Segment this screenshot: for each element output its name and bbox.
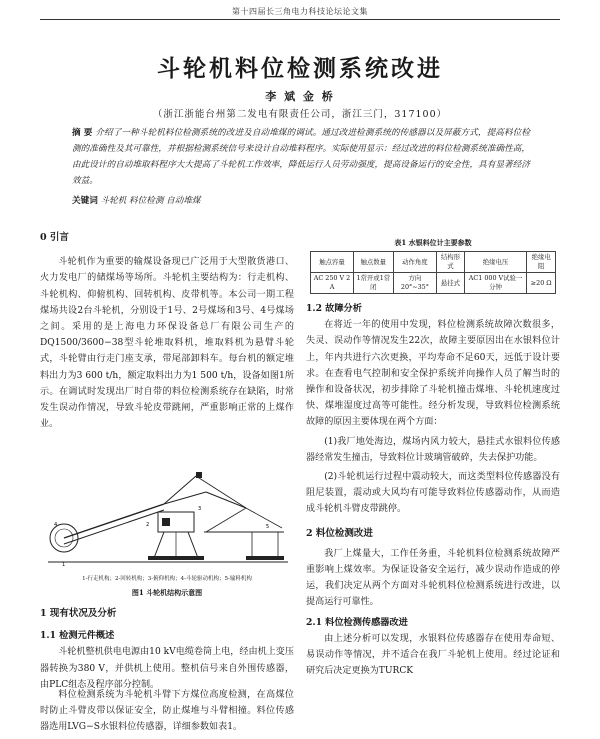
table-header-cell: 动作角度 [393,252,437,273]
section-1-2-paragraph-1: 在将近一年的使用中发现，料位检测系统故障次数很多，失灵、误动作等情况发生22次，故障主要原因出在水银料位计上，年内共进行六次更换，平均寿命不足60天，远低于设计要求。在查看电气控制和安全保护系统并向操作人员了解当时的操作和设备状况，初步排除了斗轮机撞击煤堆、斗轮机速度过快、煤堆湿度过高等可能性。经分析发现，导致料位检测系统故障的原因主要体现在两个方面： [306,320,560,428]
table-cell: AC 250 V 2 A [311,273,354,294]
section-2-1-heading: 2.1 料位检测传感器改进 [306,616,408,628]
section-1-heading: 1 现有状况及分析 [40,608,117,619]
table-header-cell: 结构形式 [437,252,464,273]
header-rule [40,19,560,20]
left-column-tail [40,687,294,736]
section-2-1-paragraph: 由上述分析可以发现，水银料位传感器存在使用寿命短、易误动作等情况，并不适合在我厂斗轮机上使用。经过论证和研究后决定更换为TURCK [306,633,560,677]
svg-text:4: 4 [54,522,58,528]
table-cell: 悬挂式 [437,273,464,294]
section-1-1-heading: 1.1 检测元件概述 [40,630,115,642]
figure-1 [46,468,290,568]
abstract-text: 介绍了一种斗轮机料位检测系统的改进及自动堆煤的调试。通过改进检测系统的传感器以及屏蔽方式，提高料位检测的准确性及其可靠性，并根据检测系统信号来设计自动堆料程序。实际使用显示：经过改进的料位检测系统准确性高，由此设计的自动堆取料程序大大提高了斗轮机工作效率，降低运行人员劳动强度，提高设备运行的安全性，具有显著经济效益。 [72,128,530,186]
bucket-wheel-diagram [46,468,290,568]
section-1-2-paragraph-2: (1)我厂地处海边，煤场内风力较大，悬挂式水银料位传感器经常发生撞击，导致料位计玻璃管破碎，失去保护功能。 [306,436,560,463]
left-column-bottom [40,606,294,693]
table-header-cell: 绝缘电压 [464,252,527,273]
section-1-2-paragraph-3: (2)斗轮机运行过程中震动较大，而这类型料位传感器没有阻尼装置，震动或大风均有可能导致料位传感器动作，从而造成斗轮机斗臂皮带跳停。 [306,472,560,515]
abstract-label: 摘 要 [72,128,93,138]
left-column-top [40,230,294,432]
section-1-1-paragraph-2: 料位检测系统为斗轮机斗臂下方煤位高度检测，在高煤位时防止斗臂皮带以保证安全，防止煤堆与斗臂相撞。料位传感器选用LVG−S水银料位传感器，详细参数如表1。 [40,690,294,733]
table-row [311,273,556,294]
svg-text:2: 2 [146,522,150,528]
svg-text:3: 3 [198,506,202,512]
svg-text:1: 1 [62,562,66,568]
table-cell: AC1 000 V试验一分钟 [464,273,527,294]
table-header-cell: 绝缘电阻 [527,252,556,273]
right-column [306,301,560,679]
params-table [310,251,556,294]
section-0-heading: 0 引言 [40,232,69,243]
running-header: 第十四届长三角电力科技论坛论文集 [232,7,368,16]
keywords [72,194,530,206]
table-header-cell: 触点容量 [311,252,354,273]
section-1-2-heading: 1.2 故障分析 [306,303,362,314]
keywords-text: 斗轮机 料位检测 自动堆煤 [100,196,201,206]
section-1-1-paragraph-1: 斗轮机整机供电电源由10 kV电缆卷筒上电，经由机上变压器转换为380 V，并供机上使用。整机信号来自外围传感器，由PLC组态及程序部分控制。 [40,647,294,690]
paper-affiliation: （浙江浙能台州第二发电有限责任公司，浙江三门，317100） [152,109,448,120]
section-0-paragraph: 斗轮机作为重要的输煤设备现已广泛用于大型散货港口、火力发电厂的储煤场等场所。斗轮机主要结构为：行走机构、斗轮机构、仰俯机构、回转机构、皮带机等。本公司一期工程煤场共设2台斗轮机，分别设于1号、2号煤场和3号、4号煤场之间。采用的是上海电力环保设备总厂有限公司生产的DQ1500/3600−38型斗轮堆取料机，堆取料机为悬臂斗轮式，斗轮臂由行走门座支承，带尾部卸料车。每台机的额定堆料出力为3 600 t/h，额定取料出力为1 500 t/h，设备如图1所示。在调试时发现出厂时自带的料位检测系统存在缺陷，时常发生误动作情况，导致斗轮皮带跳闸，严重影响正常的上煤作业。 [40,257,294,430]
table-cell: ≥20 Ω [527,273,556,294]
figure-1-caption: 图1 斗轮机结构示意图 [131,588,203,597]
section-2-paragraph-1: 我厂上煤量大，工作任务重，斗轮机料位检测系统故障严重影响上煤效率。为保证设备安全运行，减少误动作造成的停运，我们决定从两个方面对斗轮机料位检测系统进行改进，以提高运行可靠性。 [306,548,560,608]
table-cell: 1常开或1常闭 [354,273,394,294]
table-1-caption: 表1 水银料位计主要参数 [394,238,472,247]
table-header-cell: 触点数量 [354,252,394,273]
table-header-row [311,252,556,273]
figure-1-legend: 1-行走机构；2-回转机构；3-俯仰机构；4-斗轮驱动机构；5-输料机构 [82,576,252,582]
paper-title: 斗轮机料位检测系统改进 [157,55,443,82]
keywords-label: 关键词 [72,196,98,206]
abstract [72,125,530,189]
paper-authors: 李 斌 金 桥 [265,90,335,103]
svg-text:5: 5 [266,524,270,530]
table-1 [310,251,556,294]
section-2-heading: 2 料位检测改进 [306,527,373,539]
table-cell: 方向20°~35° [393,273,437,294]
